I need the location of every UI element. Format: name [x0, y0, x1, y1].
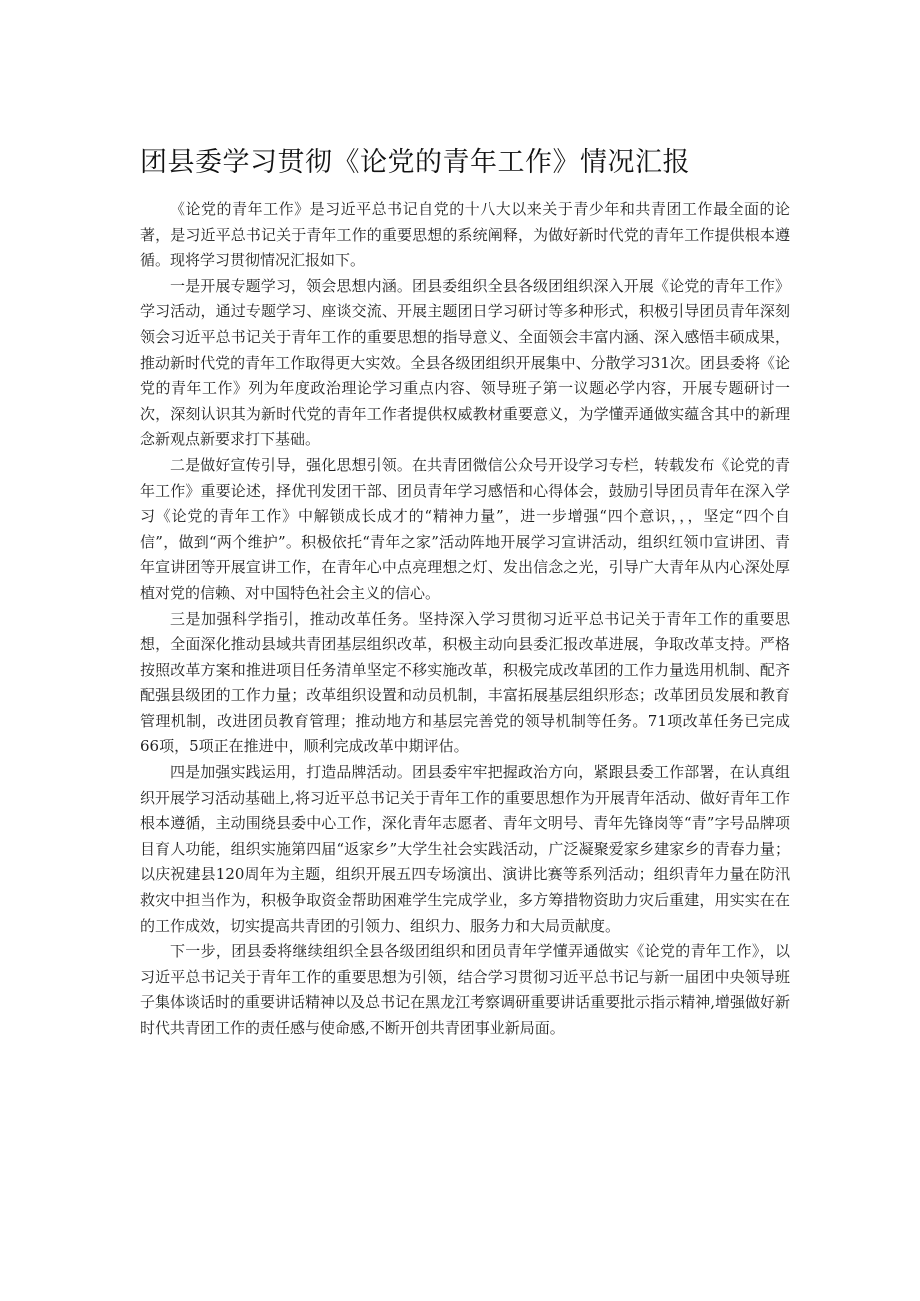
paragraph-intro: 《论党的青年工作》是习近平总书记自党的十八大以来关于青少年和共青团工作最全面的论著，是习近平总书记关于青年工作的重要思想的系统阐释，为做好新时代党的青年工作提供根本遵循。现将学习贯彻情况汇报如下。	[140, 200, 790, 270]
paragraph-point-2: 二是做好宣传引导，强化思想引领。在共青团微信公众号开设学习专栏，转载发布《论党的青年工作》重要论述，择优刊发团干部、团员青年学习感悟和心得体会，鼓励引导团员青年在深入学习《论党的青年工作》中解锁成长成才的“精神力量”，进一步增强“四个意识，，，坚定“四个自信”，做到“两个维护”。积极依托“青年之家”活动阵地开展学习宣讲活动，组织红领巾宣讲团、青年宣讲团等开展宣讲工作，在青年心中点亮理想之灯、发出信念之光，引导广大青年从内心深处厚植对党的信赖、对中国特色社会主义的信心。	[140, 455, 790, 602]
paragraph-point-1: 一是开展专题学习，领会思想内涵。团县委组织全县各级团组织深入开展《论党的青年工作》学习活动，通过专题学习、座谈交流、开展主题团日学习研讨等多种形式，积极引导团员青年深刻领会习近平总书记关于青年工作的重要思想的指导意义、全面领会丰富内涵、深入感悟丰硕成果，推动新时代党的青年工作取得更大实效。全县各级团组织开展集中、分散学习31次。团县委将《论党的青年工作》列为年度政治理论学习重点内容、领导班子第一议题必学内容，开展专题研讨一次，深刻认识其为新时代党的青年工作者提供权威教材重要意义，为学懂弄通做实蕴含其中的新理念新观点新要求打下基础。	[140, 276, 790, 449]
paragraph-next-steps: 下一步，团县委将继续组织全县各级团组织和团员青年学懂弄通做实《论党的青年工作》，以习近平总书记关于青年工作的重要思想为引领，结合学习贯彻习近平总书记与新一届团中央领导班子集体谈话时的重要讲话精神以及总书记在黑龙江考察调研重要讲话重要批示指示精神,增强做好新时代共青团工作的责任感与使命感,不断开创共青团事业新局面。	[140, 942, 790, 1037]
paragraph-point-4: 四是加强实践运用，打造品牌活动。团县委牢牢把握政治方向，紧跟县委工作部署，在认真组织开展学习活动基础上,将习近平总书记关于青年工作的重要思想作为开展青年活动、做好青年工作根本遵循，主动围绕县委中心工作，深化青年志愿者、青年文明号、青年先锋岗等“青”字号品牌项目育人功能，组织实施第四届“返家乡”大学生社会实践活动，广泛凝聚爱家乡建家乡的青春力量；以庆祝建县120周年为主题，组织开展五四专场演出、演讲比赛等系列活动；组织青年力量在防汛救灾中担当作为，积极争取资金帮助困难学生完成学业，多方筹措物资助力灾后重建，用实实在在的工作成效，切实提高共青团的引领力、组织力、服务力和大局贡献度。	[140, 763, 790, 935]
paragraph-point-3: 三是加强科学指引，推动改革任务。坚持深入学习贯彻习近平总书记关于青年工作的重要思想，全面深化推动县域共青团基层组织改革，积极主动向县委汇报改革进展，争取改革支持。严格按照改革方案和推进项目任务清单坚定不移实施改革，积极完成改革团的工作力量选用机制、配齐配强县级团的工作力量；改革组织设置和动员机制，丰富拓展基层组织形态；改革团员发展和教育管理机制，改进团员教育管理；推动地方和基层完善党的领导机制等任务。71项改革任务已完成66项，5项正在推进中，顺利完成改革中期评估。	[140, 609, 790, 756]
document-title: 团县委学习贯彻《论党的青年工作》情况汇报	[140, 147, 690, 178]
document-body	[140, 197, 790, 1042]
